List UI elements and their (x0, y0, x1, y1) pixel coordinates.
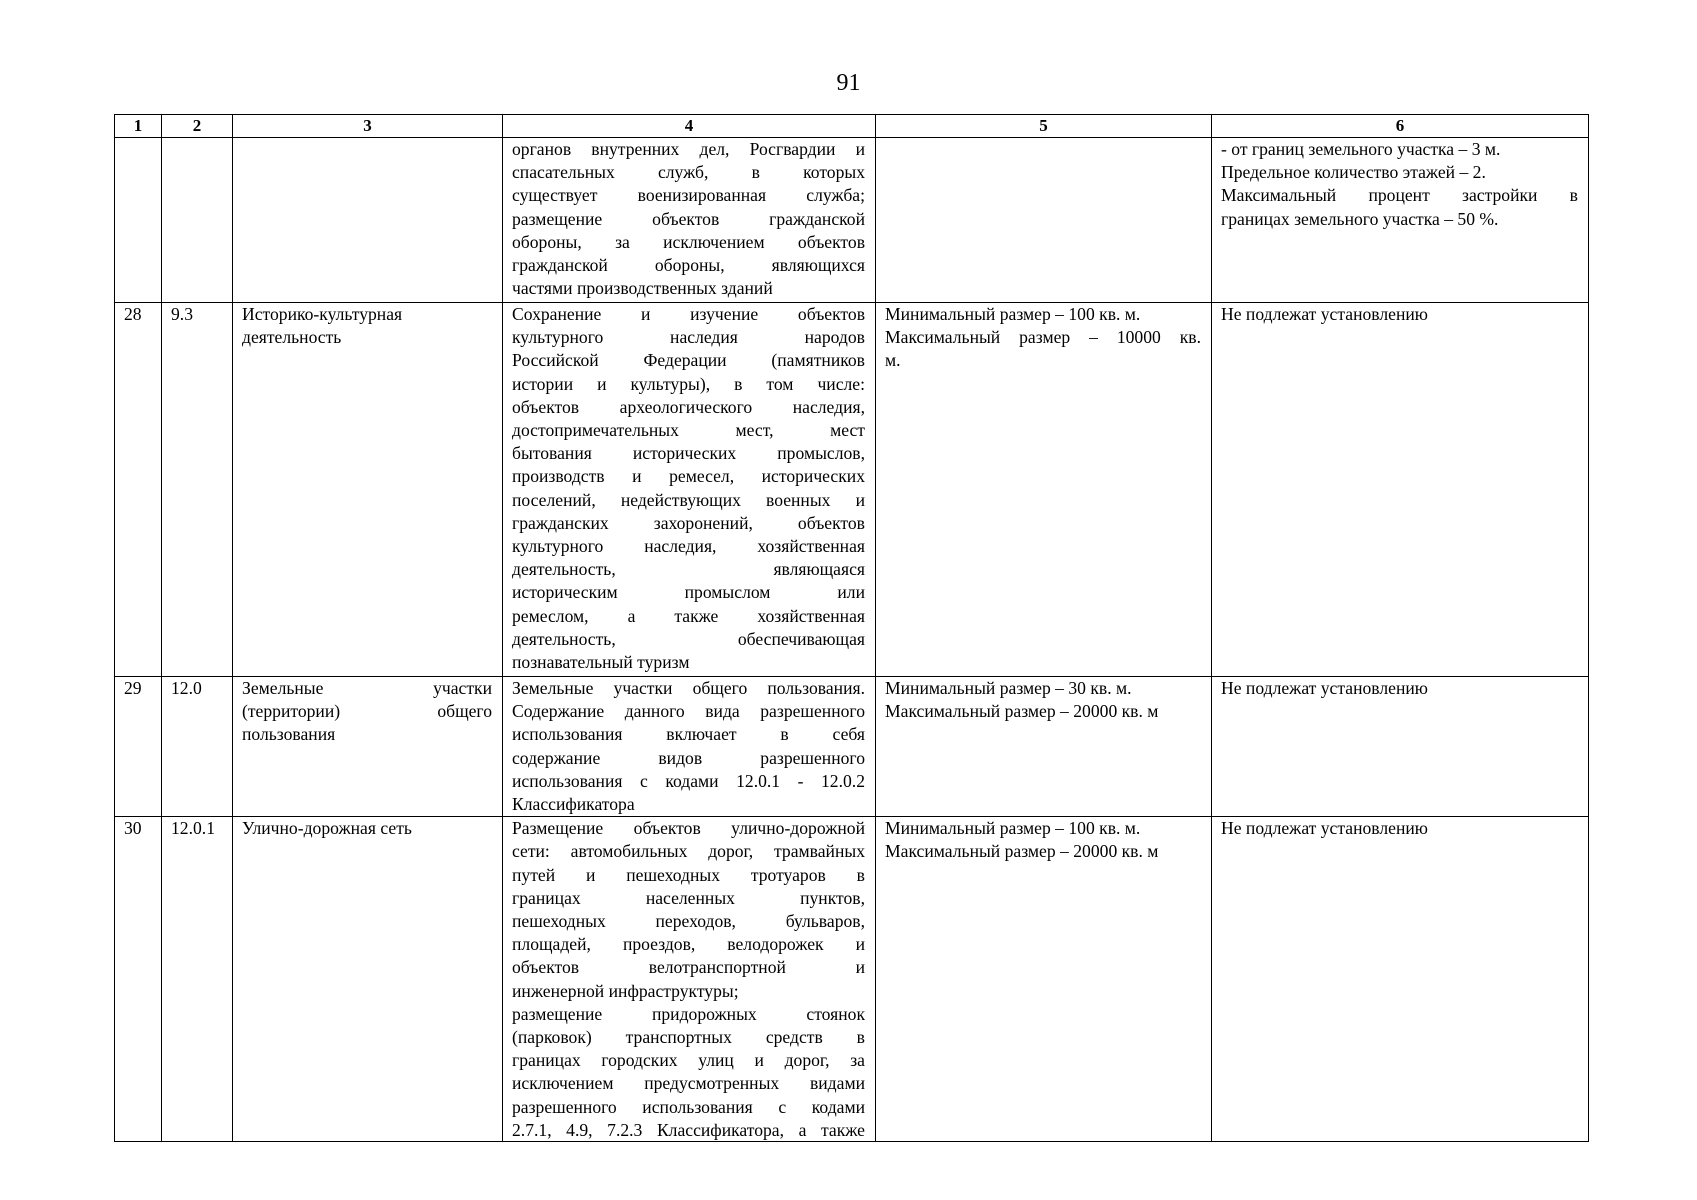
text-line: путей и пешеходных тротуаров в (512, 864, 865, 885)
description-cell (503, 138, 876, 303)
column-header: 1 (115, 115, 162, 138)
text-line: истории и культуры), в том числе: (512, 373, 865, 394)
text-line: Классификатора (512, 794, 635, 815)
text-line: производств и ремесел, исторических (512, 466, 865, 487)
text-line: границах населенных пунктов, (512, 887, 865, 908)
text-line: гражданской обороны, являющихся (512, 255, 865, 276)
text-line: исключением предусмотренных видами (512, 1073, 865, 1094)
use-name-cell (233, 677, 503, 817)
text-line: объектов археологического наследия, (512, 396, 865, 417)
text-line: поселений, недействующих военных и (512, 489, 865, 510)
row-number-cell: 28 (115, 303, 162, 677)
size-cell (876, 138, 1212, 303)
table-row-30 (115, 817, 1589, 1142)
use-name-cell (233, 138, 503, 303)
text-line: - от границ земельного участка – 3 м. (1221, 139, 1501, 159)
text-line: деятельность, обеспечивающая (512, 628, 865, 649)
text-line: гражданских захоронений, объектов (512, 512, 865, 533)
text-line: деятельность, являющаяся (512, 559, 865, 580)
zoning-table (114, 114, 1589, 1142)
table-row-continuation (115, 138, 1589, 303)
text-line: Земельные участки общего пользования. (512, 678, 865, 698)
table-header-row (115, 115, 1589, 138)
code-cell: 9.3 (162, 303, 233, 677)
text-line: Минимальный размер – 30 кв. м. (885, 678, 1132, 698)
text-line: частями производственных зданий (512, 278, 773, 299)
params-cell: Не подлежат установлению (1212, 677, 1589, 817)
description-cell (503, 677, 876, 817)
text-line: использования с кодами 12.0.1 - 12.0.2 (512, 770, 865, 791)
description-cell (503, 817, 876, 1142)
size-cell (876, 817, 1212, 1142)
text-line: органов внутренних дел, Росгвардии и (512, 139, 865, 159)
text-line: Содержание данного вида разрешенного (512, 701, 865, 722)
text-line: площадей, проездов, велодорожек и (512, 934, 865, 955)
text-line: разрешенного использования с кодами (512, 1096, 865, 1117)
text-line: Историко-культурная (242, 304, 403, 324)
text-line: Российской Федерации (памятников (512, 350, 865, 371)
params-cell (1212, 138, 1589, 303)
text-line: 2.7.1, 4.9, 7.2.3 Классификатора, а также (512, 1119, 865, 1140)
text-line: культурного наследия народов (512, 327, 865, 348)
text-line: инженерной инфраструктуры; (512, 980, 739, 1001)
text-line: границах городских улиц и дорог, за (512, 1050, 865, 1071)
text-line: Максимальный размер – 20000 кв. м (885, 841, 1159, 862)
table-row-29 (115, 677, 1589, 817)
text-line: ремеслом, а также хозяйственная (512, 605, 865, 626)
text-line: спасательных служб, в которых (512, 162, 865, 183)
description-cell (503, 303, 876, 677)
text-line: Минимальный размер – 100 кв. м. (885, 818, 1141, 839)
text-line: использования включает в себя (512, 724, 865, 745)
code-cell: 12.0 (162, 677, 233, 817)
text-line: (территории) общего (242, 701, 492, 722)
text-line: существует военизированная служба; (512, 185, 865, 206)
text-line: бытования исторических промыслов, (512, 443, 865, 464)
text-line: границах земельного участка – 50 %. (1221, 208, 1499, 229)
text-line: Размещение объектов улично-дорожной (512, 818, 865, 839)
use-name-cell (233, 303, 503, 677)
text-line: Предельное количество этажей – 2. (1221, 162, 1486, 183)
row-number-cell (115, 138, 162, 303)
text-line: Максимальный размер – 10000 кв. (885, 327, 1201, 348)
use-name-cell: Улично-дорожная сеть (233, 817, 503, 1142)
column-header: 2 (162, 115, 233, 138)
text-line: м. (885, 350, 901, 371)
table-row-28 (115, 303, 1589, 677)
params-cell: Не подлежат установлению (1212, 303, 1589, 677)
text-line: размещение объектов гражданской (512, 208, 865, 229)
column-header: 3 (233, 115, 503, 138)
text-line: Максимальный размер – 20000 кв. м (885, 701, 1159, 722)
text-line: культурного наследия, хозяйственная (512, 536, 865, 557)
text-line: Земельные участки (242, 678, 492, 698)
code-cell: 12.0.1 (162, 817, 233, 1142)
text-line: сети: автомобильных дорог, трамвайных (512, 841, 865, 862)
text-line: деятельность (242, 327, 342, 348)
text-line: пользования (242, 724, 336, 745)
text-line: Сохранение и изучение объектов (512, 304, 865, 324)
column-header: 6 (1212, 115, 1589, 138)
row-number-cell: 30 (115, 817, 162, 1142)
column-header: 4 (503, 115, 876, 138)
text-line: объектов велотранспортной и (512, 957, 865, 978)
params-cell: Не подлежат установлению (1212, 817, 1589, 1142)
page-number: 91 (836, 70, 861, 96)
text-line: Минимальный размер – 100 кв. м. (885, 304, 1141, 324)
text-line: размещение придорожных стоянок (512, 1003, 865, 1024)
row-number-cell: 29 (115, 677, 162, 817)
size-cell (876, 303, 1212, 677)
column-header: 5 (876, 115, 1212, 138)
text-line: содержание видов разрешенного (512, 747, 865, 768)
text-line: пешеходных переходов, бульваров, (512, 911, 865, 932)
text-line: историческим промыслом или (512, 582, 865, 603)
text-line: (парковок) транспортных средств в (512, 1027, 865, 1048)
text-line: достопримечательных мест, мест (512, 420, 865, 441)
code-cell (162, 138, 233, 303)
text-line: познавательный туризм (512, 652, 690, 673)
text-line: Максимальный процент застройки в (1221, 185, 1578, 206)
text-line: обороны, за исключением объектов (512, 231, 865, 252)
size-cell (876, 677, 1212, 817)
